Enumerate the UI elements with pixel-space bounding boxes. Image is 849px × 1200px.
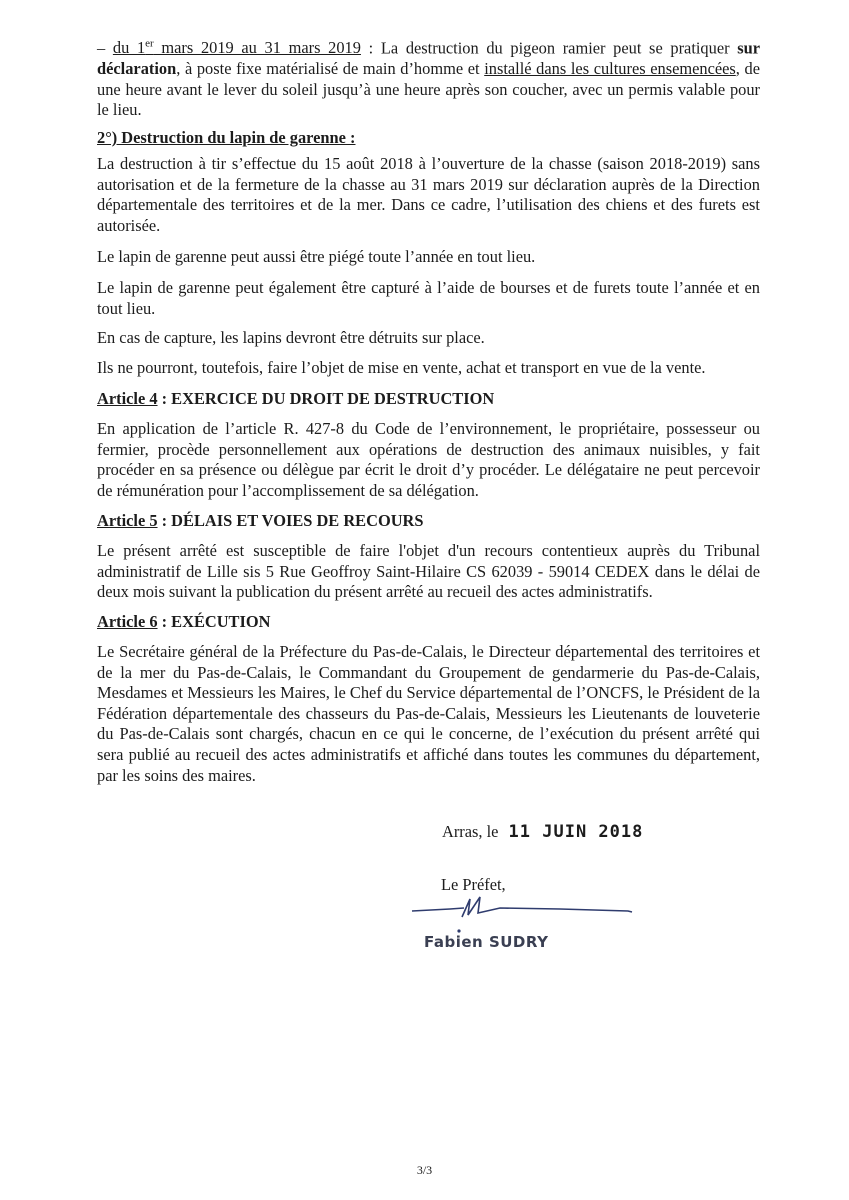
page-number: 3/3: [416, 1163, 433, 1177]
section-2-paragraph: Le lapin de garenne peut également être capturé à l’aide de bourses et de furets toute l’année et en tout lieu.: [97, 278, 760, 318]
dash: –: [97, 38, 113, 58]
section-2-paragraph: La destruction à tir s’effectue du 15 août 2018 à l’ouverture de la chasse (saison 2018-2019) sans autorisation et de la fermeture de la chasse au 31 mars 2019 sur déclaration auprès de la Direction départementale des territoires et de la mer. Dans ce cadre, l’utilisation des chiens et des furets est autorisée.: [97, 154, 760, 235]
place-and-date: [442, 822, 643, 842]
article-6-heading: Article 6 : EXÉCUTION: [97, 612, 271, 631]
date-range: du 1er mars 2019 au 31 mars 2019: [112, 38, 361, 58]
date-stamp: 11 JUIN 2018: [508, 822, 644, 842]
place: Arras, le: [442, 822, 499, 841]
section-2-paragraph: Ils ne pourront, toutefois, faire l’objet de mise en vente, achat et transport en vue de la vente.: [97, 358, 706, 377]
paragraph-pigeon-ramier: – du 1er mars 2019 au 31 mars 2019 : La destruction du pigeon ramier peut se pratiquer sur déclaration, à poste fixe matérialisé de main d’homme et installé dans les cultures ensemencées, de une heure avant le lever du soleil jusqu’à une heure après son coucher, avec un permis valable pour le lieu.: [97, 38, 761, 120]
signature: [410, 893, 635, 938]
article-6-text: Le Secrétaire général de la Préfecture du Pas-de-Calais, le Directeur départemental des territoires et de la mer du Pas-de-Calais, le Commandant du Groupement de gendarmerie du Pas-de-Calais, Mesdames et Messieurs les Maires, le Chef du Service départemental de l’ONCFS, le Président de la Fédération départementale des chasseurs du Pas-de-Calais, Messieurs les Lieutenants de louveterie du Pas-de-Calais sont chargés, chacun en ce qui le concerne, de l’exécution du présent arrêté qui sera publié au recueil des actes administratifs et affiché dans toutes les communes du département, par les soins des maires.: [97, 642, 760, 785]
article-4-text: En application de l’article R. 427-8 du Code de l’environnement, le propriétaire, possesseur ou fermier, procède personnellement aux opérations de destruction des animaux nuisibles, y fait procéder en sa présence ou délègue par écrit le droit d’y procéder. Le délégataire ne peut percevoir de rémunération pour l’accomplissement de sa délégation.: [97, 419, 760, 500]
article-5-text: Le présent arrêté est susceptible de faire l'objet d'un recours contentieux auprès du Tribunal administratif de Lille sis 5 Rue Geoffroy Saint-Hilaire CS 62039 - 59014 CEDEX dans le délai de deux mois suivant la publication du présent arrêté au recueil des actes administratifs.: [97, 541, 760, 602]
signer-title: Le Préfet,: [441, 875, 506, 894]
article-5-heading: Article 5 : DÉLAIS ET VOIES DE RECOURS: [97, 511, 424, 530]
signer-name: Fabien SUDRY: [424, 933, 549, 951]
section-2-paragraph: En cas de capture, les lapins devront être détruits sur place.: [97, 328, 485, 347]
bold-sur-declaration: sur déclaration: [97, 38, 761, 79]
underlined-cultures: installé dans les cultures ensemencées: [484, 59, 736, 79]
article-4-heading: Article 4 : EXERCICE DU DROIT DE DESTRUCTION: [97, 389, 495, 408]
section-2-heading: 2°) Destruction du lapin de garenne :: [97, 128, 356, 147]
section-2-paragraph: Le lapin de garenne peut aussi être piégé toute l’année en tout lieu.: [97, 247, 536, 266]
